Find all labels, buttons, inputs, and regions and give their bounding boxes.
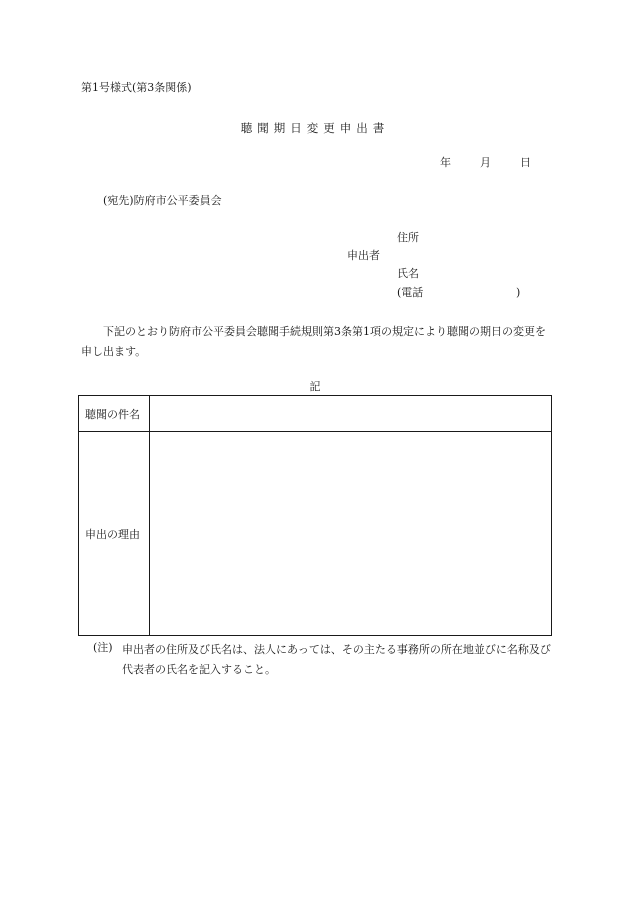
ki-heading: 記	[309, 380, 321, 393]
subject-label: 聴聞の件名	[79, 396, 150, 432]
table-row-reason	[79, 432, 552, 636]
subject-field[interactable]	[150, 396, 552, 432]
note-text: 申出者の住所及び氏名は、法人にあっては、その主たる事務所の所在地並びに名称及び代表者の氏名を記入すること。	[122, 643, 551, 676]
date-year-label: 年	[440, 156, 451, 169]
document-title: 聴聞期日変更申出書	[240, 121, 390, 135]
name-label: 氏名	[397, 267, 419, 280]
addressee: (宛先)防府市公平委員会	[103, 194, 222, 207]
address-label: 住所	[397, 231, 419, 244]
table-row-subject	[79, 396, 552, 432]
body-text: 下記のとおり防府市公平委員会聴聞手続規則第3条第1項の規定により聴聞の期日の変更を申し出ます。	[81, 325, 546, 358]
reason-label: 申出の理由	[79, 432, 150, 636]
phone-label: (電話	[397, 286, 424, 299]
note-mark: (注)	[93, 641, 113, 654]
reason-field[interactable]	[150, 432, 552, 636]
form-number: 第1号様式(第3条関係)	[81, 81, 192, 94]
form-table	[78, 395, 552, 636]
applicant-label: 申出者	[347, 249, 380, 262]
date-line	[440, 157, 531, 168]
date-month-label: 月	[480, 156, 491, 169]
date-day-label: 日	[520, 156, 531, 169]
phone-close-paren: )	[516, 286, 521, 299]
